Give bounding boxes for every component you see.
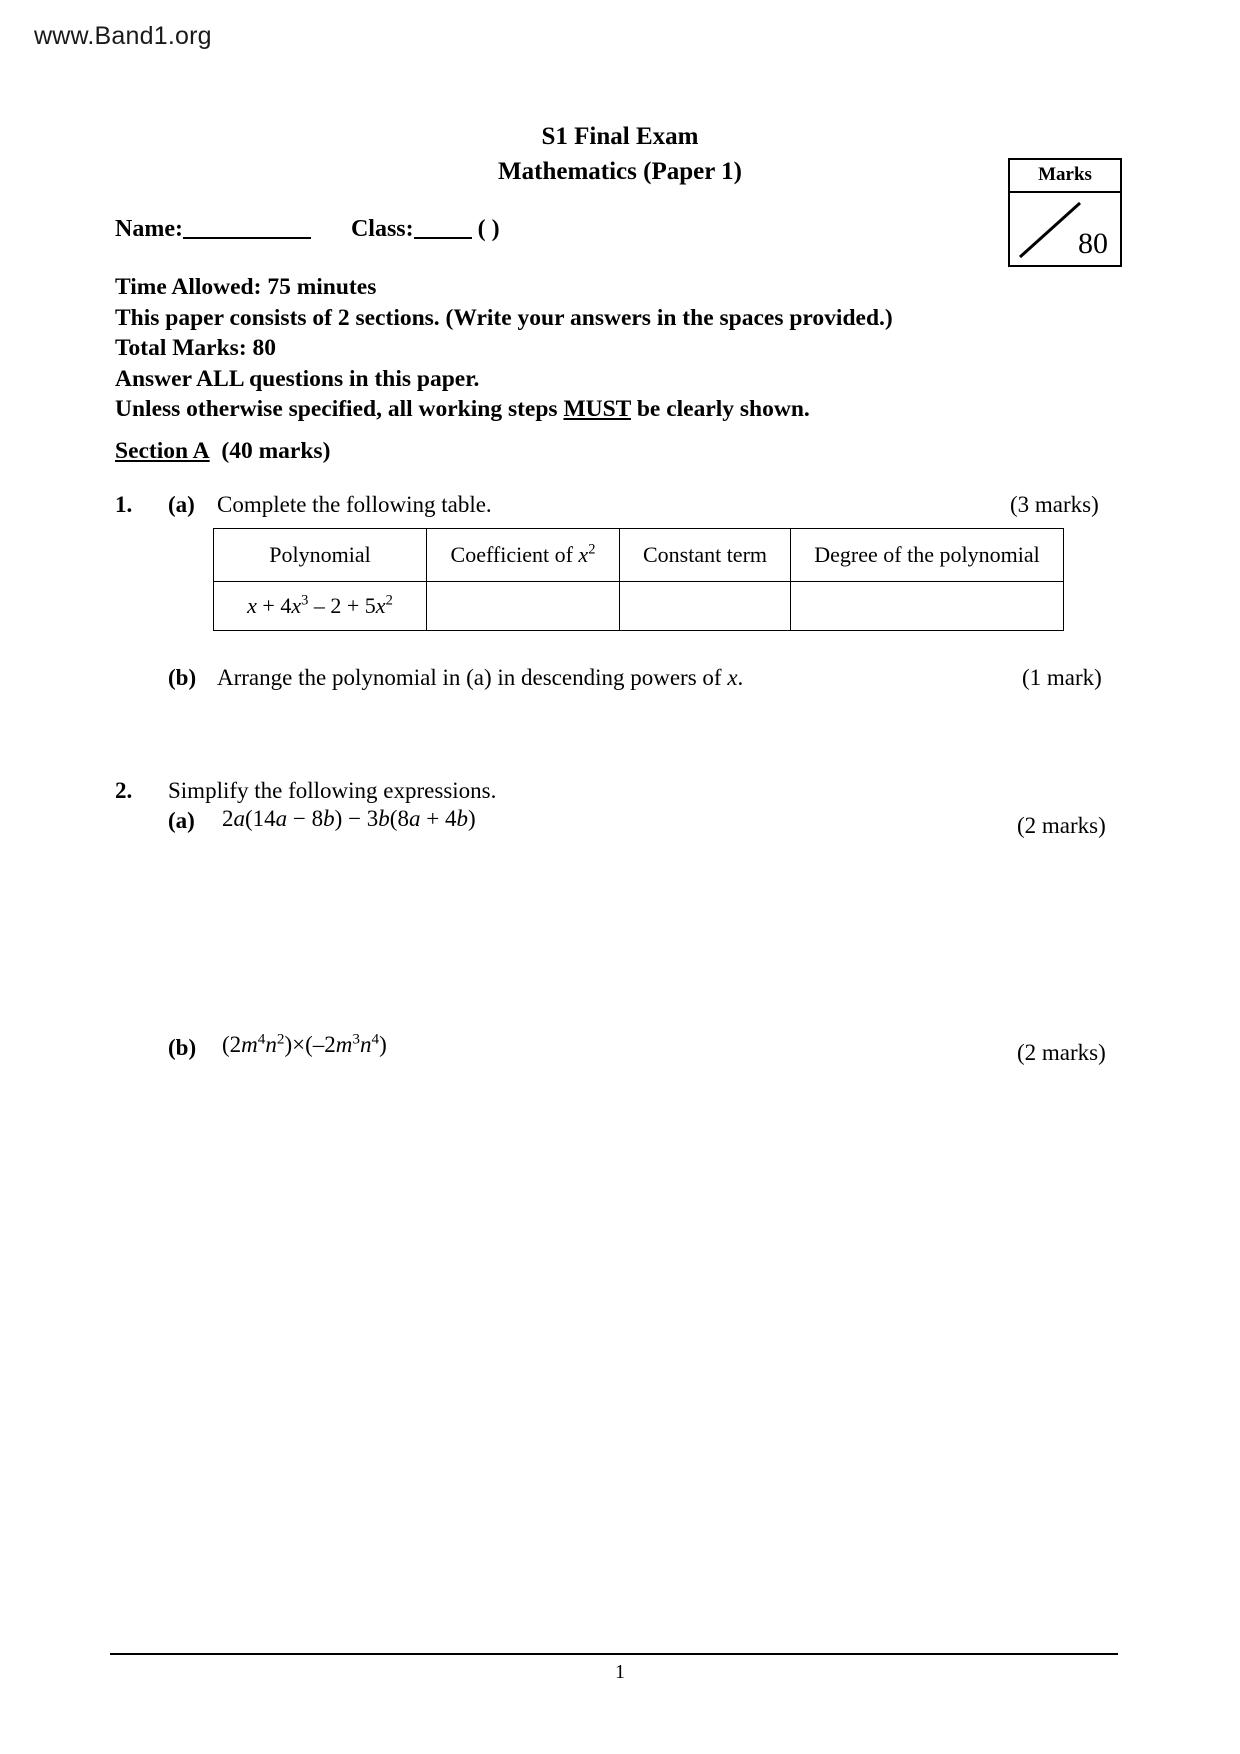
section-a-marks: (40 marks)	[221, 438, 331, 464]
table-cell-coefficient-answer[interactable]	[427, 582, 620, 631]
name-label: Name:	[115, 216, 183, 242]
marks-box-label: Marks	[1010, 160, 1120, 193]
instruction-working-steps	[115, 394, 893, 425]
instructions-block	[115, 272, 893, 425]
question-1a-label: (a)	[168, 492, 195, 517]
site-url-watermark: www.Band1.org	[34, 22, 212, 50]
question-2a-marks: (2 marks)	[1017, 813, 1106, 838]
question-2-number: 2.	[115, 778, 133, 803]
section-a-heading	[115, 438, 330, 465]
polynomial-table	[213, 528, 1064, 631]
diagonal-slash-icon	[1018, 201, 1082, 259]
marks-box	[1008, 158, 1122, 267]
question-1-number: 1.	[115, 492, 133, 517]
marks-box-value-area	[1010, 193, 1120, 265]
instruction-answer-all: Answer ALL questions in this paper.	[115, 365, 480, 392]
page-number: 1	[615, 1661, 625, 1683]
name-input-blank[interactable]	[183, 237, 311, 239]
name-class-line	[115, 216, 500, 243]
table-header-constant-term: Constant term	[620, 529, 791, 582]
question-1b-marks: (1 mark)	[1022, 665, 1102, 690]
exam-subtitle: Mathematics (Paper 1)	[498, 158, 742, 185]
instruction-working-must: MUST	[563, 396, 631, 422]
instruction-working-before: Unless otherwise specified, all working steps	[115, 396, 564, 422]
marks-total-value: 80	[1078, 227, 1108, 260]
section-a-name: Section A	[115, 438, 210, 464]
question-2a-label: (a)	[168, 808, 195, 833]
table-header-polynomial: Polynomial	[214, 529, 427, 582]
table-cell-degree-answer[interactable]	[791, 582, 1064, 631]
table-cell-constant-answer[interactable]	[620, 582, 791, 631]
question-2a-expression: 2a(14a − 8b) − 3b(8a + 4b)	[222, 806, 476, 831]
table-header-coefficient: Coefficient of $x^2$	[427, 529, 620, 582]
question-1a-text: Complete the following table.	[217, 492, 492, 517]
question-2b-expression: $(2m^4n^2)\times(-2m^3n^4)$	[222, 1030, 387, 1057]
class-number-paren: ( )	[477, 216, 500, 242]
instruction-total-marks: Total Marks: 80	[115, 335, 277, 361]
question-2-text: Simplify the following expressions.	[168, 778, 497, 803]
class-input-blank[interactable]	[414, 237, 472, 239]
question-1a-marks: (3 marks)	[1010, 492, 1099, 517]
instruction-sections: This paper consists of 2 sections. (Write your answers in the spaces provided.)	[115, 304, 893, 331]
table-header-row	[214, 529, 1064, 582]
instruction-time-allowed: Time Allowed: 75 minutes	[115, 274, 377, 300]
instruction-working-after: be clearly shown.	[630, 396, 810, 422]
table-cell-polynomial: $x + 4x^3 - 2 + 5x^2$	[214, 582, 427, 631]
question-1b-text: Arrange the polynomial in (a) in descending powers of x.	[217, 665, 744, 690]
table-row	[214, 582, 1064, 631]
question-1b-label: (b)	[168, 665, 197, 690]
exam-title: S1 Final Exam	[541, 123, 699, 150]
class-label: Class:	[350, 216, 414, 242]
footer-divider	[110, 1653, 1118, 1655]
question-2b-marks: (2 marks)	[1017, 1040, 1106, 1065]
table-header-degree: Degree of the polynomial	[791, 529, 1064, 582]
question-2b-label: (b)	[168, 1035, 197, 1060]
